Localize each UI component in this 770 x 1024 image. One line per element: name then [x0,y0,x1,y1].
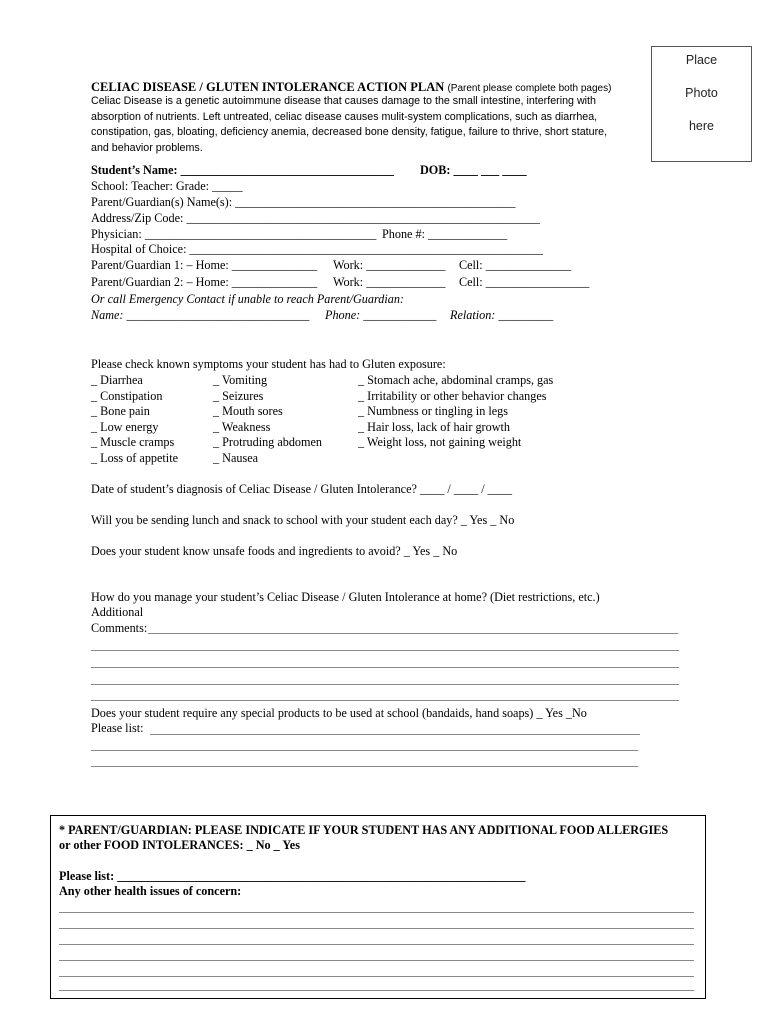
symptom-checkbox[interactable]: _ Nausea [213,450,259,465]
symptom-checkbox[interactable]: _ Diarrhea [91,373,143,387]
symptom-checkbox[interactable]: _ Constipation [91,388,163,403]
physician-phone-field[interactable]: Phone #: _____________ [382,227,508,241]
symptom-checkbox[interactable]: _ Muscle cramps [91,435,175,449]
health-issues-line[interactable] [59,912,694,913]
products-list-line[interactable] [150,734,640,735]
photo-label-line2: Photo [685,86,718,100]
title-text: CELIAC DISEASE / GLUTEN INTOLERANCE ACTION PLAN [91,80,445,94]
comments-line[interactable] [91,700,679,701]
emergency-contact-note: Or call Emergency Contact if unable to reach Parent/Guardian: [91,292,404,306]
pg2-cell-field[interactable]: Cell: _________________ [459,275,590,289]
unsafe-foods-question[interactable]: Does your student know unsafe foods and ingredients to avoid? _ Yes _ No [91,544,458,558]
health-issues-line[interactable] [59,944,694,945]
intro-line: and behavior problems. [91,141,203,154]
student-name-field[interactable]: Student’s Name: ___________________________________ [91,163,394,177]
symptom-checkbox[interactable]: _ Irritability or other behavior changes [358,388,547,403]
photo-placeholder-box [651,46,752,162]
symptom-checkbox[interactable]: _ Stomach ache, abdominal cramps, gas [358,373,554,387]
symptom-checkbox[interactable]: _ Weight loss, not gaining weight [358,435,522,449]
products-list-line[interactable] [91,750,638,751]
pg2-home-field[interactable]: Parent/Guardian 2: – Home: ______________ [91,275,318,289]
symptoms-prompt: Please check known symptoms your student has had to Gluten exposure: [91,357,446,371]
comments-line[interactable] [91,667,679,668]
allergy-list-field[interactable]: Please list: ___________________________________________________________________ [59,869,526,883]
hospital-field[interactable]: Hospital of Choice: __________________________________________________________ [91,242,543,256]
intro-line: constipation, gas, bloating, deficiency anemia, decreased bone density, fatigue, failure to thrive, short stature, [91,126,608,138]
health-issues-line[interactable] [59,928,694,929]
comments-line[interactable] [91,684,679,685]
symptom-checkbox[interactable]: _ Low energy [91,419,159,434]
intro-paragraph [91,94,651,156]
symptom-checkbox[interactable]: _ Loss of appetite [91,450,178,465]
symptom-checkbox[interactable]: _ Weakness [213,419,271,434]
pg1-work-field[interactable]: Work: _____________ [333,258,446,272]
intro-line: Celiac Disease is a genetic autoimmune disease that causes damage to the small intestine, interfering with [91,95,596,107]
emergency-relation-field[interactable]: Relation: _________ [450,308,554,322]
symptoms-column-3 [358,373,553,451]
intro-line: absorption of nutrients. Left untreated, celiac disease causes mulit-system complications, such as diarrhea, [91,110,598,123]
health-issues-line[interactable] [59,960,694,961]
comments-line[interactable] [91,650,679,651]
diagnosis-date-question[interactable]: Date of student’s diagnosis of Celiac Disease / Gluten Intolerance? ____ / ____ / ____ [91,482,513,496]
symptom-checkbox[interactable]: _ Numbness or tingling in legs [358,404,508,418]
products-list-line[interactable] [91,766,638,767]
school-field[interactable]: School: Teacher: Grade: _____ [91,179,243,193]
pg1-home-field[interactable]: Parent/Guardian 1: – Home: ______________ [91,258,318,272]
allergy-yes-no[interactable]: or other FOOD INTOLERANCES: _ No _ Yes [59,838,300,852]
page-title [91,80,611,95]
health-issues-line[interactable] [59,990,694,991]
allergy-heading: * PARENT/GUARDIAN: PLEASE INDICATE IF YOUR STUDENT HAS ANY ADDITIONAL FOOD ALLERGIES [59,823,669,837]
symptom-checkbox[interactable]: _ Seizures [213,388,264,403]
symptom-checkbox[interactable]: _ Protruding abdomen [213,435,322,449]
comments-label: Comments: [91,621,148,635]
emergency-phone-field[interactable]: Phone: ____________ [325,308,437,322]
comments-line[interactable] [148,633,678,634]
photo-label-line3: here [688,119,715,133]
parent-names-field[interactable]: Parent/Guardian(s) Name(s): ______________________________________________ [91,195,516,209]
symptom-checkbox[interactable]: _ Hair loss, lack of hair growth [358,419,510,434]
symptoms-column-2 [213,373,322,466]
pg2-work-field[interactable]: Work: _____________ [333,275,446,289]
other-health-label: Any other health issues of concern: [59,884,242,898]
additional-label: Additional [91,605,144,619]
pg1-cell-field[interactable]: Cell: ______________ [459,258,572,272]
symptom-checkbox[interactable]: _ Mouth sores [213,404,283,418]
lunch-question[interactable]: Will you be sending lunch and snack to school with your student each day? _ Yes _ No [91,513,515,527]
special-products-question[interactable]: Does your student require any special products to be used at school (bandaids, hand soaps) _ Yes _No [91,706,587,720]
products-list-label: Please list: [91,721,144,735]
home-management-question: How do you manage your student’s Celiac Disease / Gluten Intolerance at home? (Diet restrictions, etc.) [91,590,600,604]
photo-label-line1: Place [685,53,718,67]
emergency-name-field[interactable]: Name: ______________________________ [91,308,310,322]
health-issues-line[interactable] [59,976,694,977]
dob-field[interactable]: DOB: ____ ___ ____ [420,163,527,177]
address-field[interactable]: Address/Zip Code: __________________________________________________________ [91,211,540,225]
physician-field[interactable]: Physician: ______________________________________ [91,227,377,241]
title-note: (Parent please complete both pages) [447,83,612,94]
symptom-checkbox[interactable]: _ Bone pain [91,404,150,418]
symptom-checkbox[interactable]: _ Vomiting [213,373,268,387]
symptoms-column-1 [91,373,178,466]
